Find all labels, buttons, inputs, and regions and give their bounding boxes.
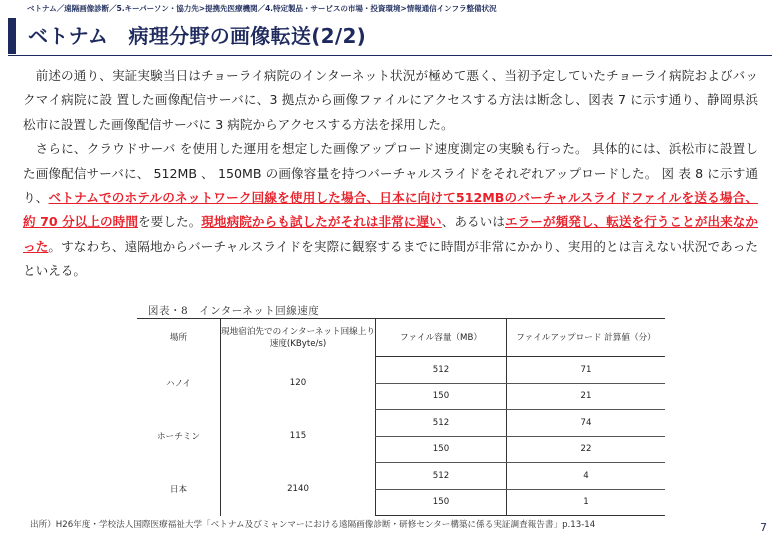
size-cell: 512 — [376, 463, 507, 490]
highlight-upload-time: ベトナムでのホテルのネットワーク回線を使用した場合、日本に向けて512MBのバーチャルスライドファイルを送る場合、約 70 分以上の時間 — [23, 190, 758, 230]
header-file-size: ファイル容量（MB） — [376, 319, 507, 357]
paragraph-2-text-3: 、あるいは — [441, 214, 505, 230]
time-cell: 21 — [507, 383, 666, 410]
time-cell: 22 — [507, 436, 666, 463]
table-row — [137, 410, 665, 437]
paragraph-1: 前述の通り、実証実験当日はチョーライ病院のインターネット状況が極めて悪く、当初予定していたチョーライ病院およびバックマイ病院に設 置した画像配信サーバに、3 拠点から画像ファイルにアクセスする方法は断念し、図表 7 に示す通り、静岡県浜松市に設置した画像配信サーバに 3 病院からアクセスする方法を採用した。 — [23, 68, 758, 132]
table-header-row — [137, 319, 665, 357]
page-number: 7 — [760, 521, 767, 534]
place-cell: ホーチミン — [157, 432, 200, 442]
speed-cell: 2140 — [221, 463, 376, 516]
size-cell: 150 — [376, 489, 507, 516]
title-accent-bar — [8, 18, 16, 54]
speed-cell: 120 — [221, 357, 376, 410]
highlight-local-hospital: 現地病院からも試したがそれは非常に遅い — [201, 214, 442, 230]
paragraph-2-text-2: を要した。 — [138, 214, 202, 230]
page-title: ベトナム 病理分野の画像転送(2/2) — [28, 24, 367, 48]
time-cell: 1 — [507, 489, 666, 516]
place-cell: ハノイ — [165, 379, 191, 389]
highlight-errors: エラーが頻発し、転送を行うことが出来なかった — [23, 214, 759, 254]
source-citation: 出所）H26年度・学校法人国際医療福祉大学「ベトナム及びミャンマーにおける遠隔画像診断・研修センター構築に係る実証調査報告書」p.13-14 — [30, 520, 596, 530]
internet-speed-table — [137, 318, 665, 516]
header-upload-speed: 現地宿泊先でのインターネット回線上り速度(KByte/s) — [221, 319, 376, 357]
place-cell: 日本 — [169, 485, 188, 495]
title-divider — [8, 55, 772, 56]
breadcrumb: ベトナム／遠隔画像診断／5.キーパーソン・協力先>提携先医療機関／4.特定製品・サービスの市場・投資環境>情報通信インフラ整備状況 — [27, 4, 497, 13]
header-place: 場所 — [137, 319, 221, 357]
paragraph-2 — [23, 137, 758, 283]
size-cell: 150 — [376, 383, 507, 410]
size-cell: 512 — [376, 357, 507, 384]
table-row — [137, 463, 665, 490]
table-row — [137, 357, 665, 384]
table-caption: 図表・8 インターネット回線速度 — [148, 305, 320, 317]
size-cell: 150 — [376, 436, 507, 463]
paragraph-2-text-1: さらに、クラウドサーバ を使用した運用を想定した画像アップロード速度測定の実験も行った。 具体的には、浜松市に設置した画像配信サーバに、 512MB 、 150MB の画像容量を持つバーチャルスライドをそれぞれアップロードした。 図 表 8 に示す通り、 — [23, 141, 758, 206]
body-text — [23, 64, 758, 284]
time-cell: 71 — [507, 357, 666, 384]
time-cell: 4 — [507, 463, 666, 490]
paragraph-2-text-4: 。すなわち、遠隔地からバーチャルスライドを実際に観察するまでに時間が非常にかかり、実用的とは言えない状況であったといえる。 — [23, 238, 759, 279]
size-cell: 512 — [376, 410, 507, 437]
header-upload-time: ファイルアップロード 計算値（分） — [507, 319, 666, 357]
speed-cell: 115 — [221, 410, 376, 463]
time-cell: 74 — [507, 410, 666, 437]
